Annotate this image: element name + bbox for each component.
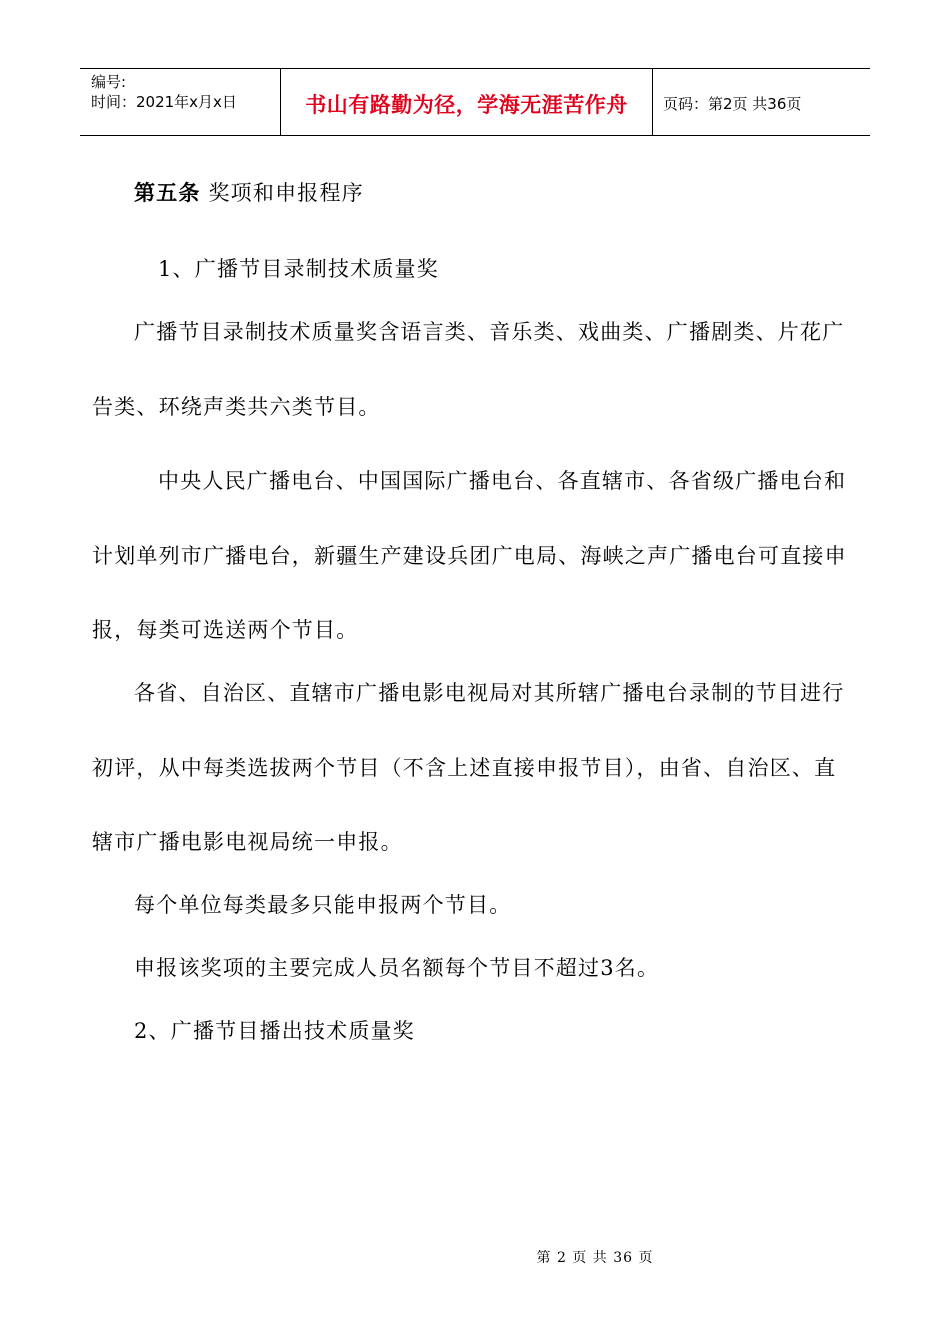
- paragraph-3-line-2: 初评，从中每类选拔两个节目（不含上述直接申报节目），由省、自治区、直: [92, 756, 837, 780]
- page-footer: 第 2 页 共 36 页: [536, 1250, 654, 1266]
- article-title: 奖项和申报程序: [200, 181, 364, 205]
- header-motto: 书山有路勤为径，学海无涯苦作舟: [305, 93, 628, 117]
- paragraph-2-line-2: 计划单列市广播电台，新疆生产建设兵团广电局、海峡之声广播电台可直接申: [92, 544, 847, 568]
- document-date: 时间：2021年x月x日: [91, 93, 237, 111]
- paragraph-3-line-3: 辖市广播电影电视局统一申报。: [92, 830, 403, 854]
- paragraph-1-line-2: 告类、环绕声类共六类节目。: [92, 395, 381, 419]
- article-heading: [134, 181, 364, 205]
- header-page-cell: [653, 69, 870, 135]
- article-number: 第五条: [134, 180, 201, 205]
- paragraph-2-line-3: 报，每类可选送两个节目。: [92, 618, 359, 642]
- paragraph-3-line-1: 各省、自治区、直辖市广播电影电视局对其所辖广播电台录制的节目进行: [134, 681, 845, 705]
- paragraph-4: 每个单位每类最多只能申报两个节目。: [134, 893, 512, 917]
- paragraph-5: 申报该奖项的主要完成人员名额每个节目不超过3名。: [134, 956, 660, 980]
- item-1-title: 1、广播节目录制技术质量奖: [158, 257, 439, 281]
- header-page-info: 页码：第2页 共36页: [663, 94, 802, 113]
- item-2-title: 2、广播节目播出技术质量奖: [134, 1019, 415, 1043]
- header-meta-cell: [80, 69, 281, 135]
- page-header: [80, 68, 870, 136]
- paragraph-2-line-1: 中央人民广播电台、中国国际广播电台、各直辖市、各省级广播电台和: [158, 469, 847, 493]
- header-motto-cell: [281, 69, 653, 135]
- document-number-label: 编号:: [91, 73, 127, 91]
- paragraph-1-line-1: 广播节目录制技术质量奖含语言类、音乐类、戏曲类、广播剧类、片花广: [134, 320, 845, 344]
